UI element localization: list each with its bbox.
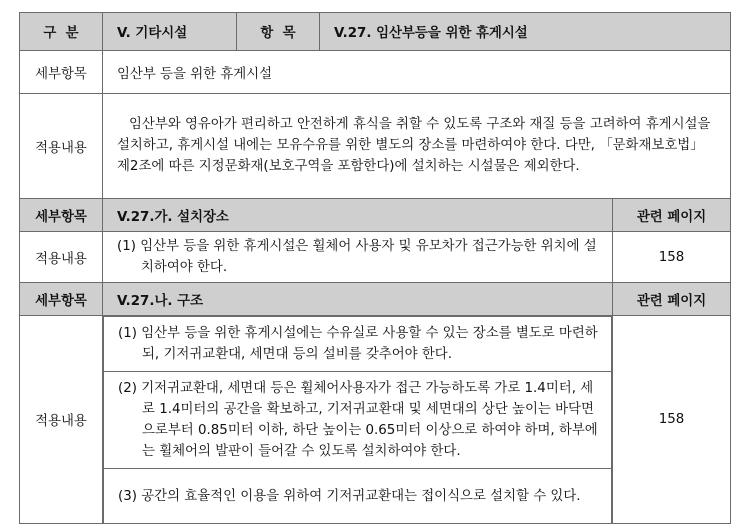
list-item xyxy=(104,372,612,469)
section-b-header-row xyxy=(20,283,731,316)
summary-apply-label: 적용내용 xyxy=(20,94,103,199)
section-b-title: V.27.나. 구조 xyxy=(103,283,613,316)
section-b-sub-label: 세부항목 xyxy=(20,283,103,316)
summary-sub-value: 임산부 등을 위한 휴게시설 xyxy=(103,51,731,94)
section-a-item-1 xyxy=(103,232,613,283)
section-a-sub-label: 세부항목 xyxy=(20,199,103,232)
spec-table xyxy=(19,12,731,524)
section-b-content-row xyxy=(20,316,731,524)
summary-sub-row xyxy=(20,51,731,94)
header-category-value: V. 기타시설 xyxy=(103,13,237,51)
list-item xyxy=(104,317,612,372)
section-b-items xyxy=(103,316,612,523)
section-b-item-1-text: (1) 임산부 등을 위한 휴게시설에는 수유실로 사용할 수 있는 장소를 별도로 마련하되, 기저귀교환대, 세면대 등의 설비를 갖추어야 한다. xyxy=(118,326,598,362)
section-a-page-label: 관련 페이지 xyxy=(613,199,731,232)
header-item-value: V.27. 임산부등을 위한 휴게시설 xyxy=(320,13,731,51)
section-a-content-row xyxy=(20,232,731,283)
header-row xyxy=(20,13,731,51)
section-b-item-2-text: (2) 기저귀교환대, 세면대 등은 휠체어사용자가 접근 가능하도록 가로 1.4미터, 세로 1.4미터의 공간을 확보하고, 기저귀교환대 및 세면대의 상단 높이는 바닥면으로부터 0.85미터 이하, 하단 높이는 0.65미터 이상으로 하여야 하며, 하부에는 휠체어의 발판이 들어갈 수 있도록 설치하여야 한다. xyxy=(118,381,598,459)
section-b-item-3 xyxy=(104,469,612,524)
section-b-items-cell xyxy=(103,316,613,524)
summary-apply-text: 임산부와 영유아가 편리하고 안전하게 휴식을 취할 수 있도록 구조와 재질 등을 고려하여 휴게시설을 설치하고, 휴게시설 내에는 모유수유를 위한 별도의 장소를 마련하여야 한다. 다만, 「문화재보호법」 제2조에 따른 지정문화재(보호구역을 포함한다)에 설치하는 시설물은 제외한다. xyxy=(103,94,731,199)
summary-apply-row xyxy=(20,94,731,199)
section-a-item-1-text: (1) 임산부 등을 위한 휴게시설은 휠체어 사용자 및 유모차가 접근가능한 위치에 설치하여야 한다. xyxy=(117,239,597,275)
section-a-page-number: 158 xyxy=(613,232,731,283)
section-b-page-number: 158 xyxy=(613,316,731,524)
section-b-page-label: 관련 페이지 xyxy=(613,283,731,316)
header-item-label: 항 목 xyxy=(237,13,320,51)
section-b-item-3-text: (3) 공간의 효율적인 이용을 위하여 기저귀교환대는 접이식으로 설치할 수 있다. xyxy=(118,488,581,504)
list-item xyxy=(104,469,612,524)
summary-sub-label: 세부항목 xyxy=(20,51,103,94)
section-a-apply-label: 적용내용 xyxy=(20,232,103,283)
section-b-item-2 xyxy=(104,372,612,469)
section-b-item-1 xyxy=(104,317,612,372)
section-b-apply-label: 적용내용 xyxy=(20,316,103,524)
header-category-label: 구 분 xyxy=(20,13,103,51)
section-a-title: V.27.가. 설치장소 xyxy=(103,199,613,232)
section-a-header-row xyxy=(20,199,731,232)
